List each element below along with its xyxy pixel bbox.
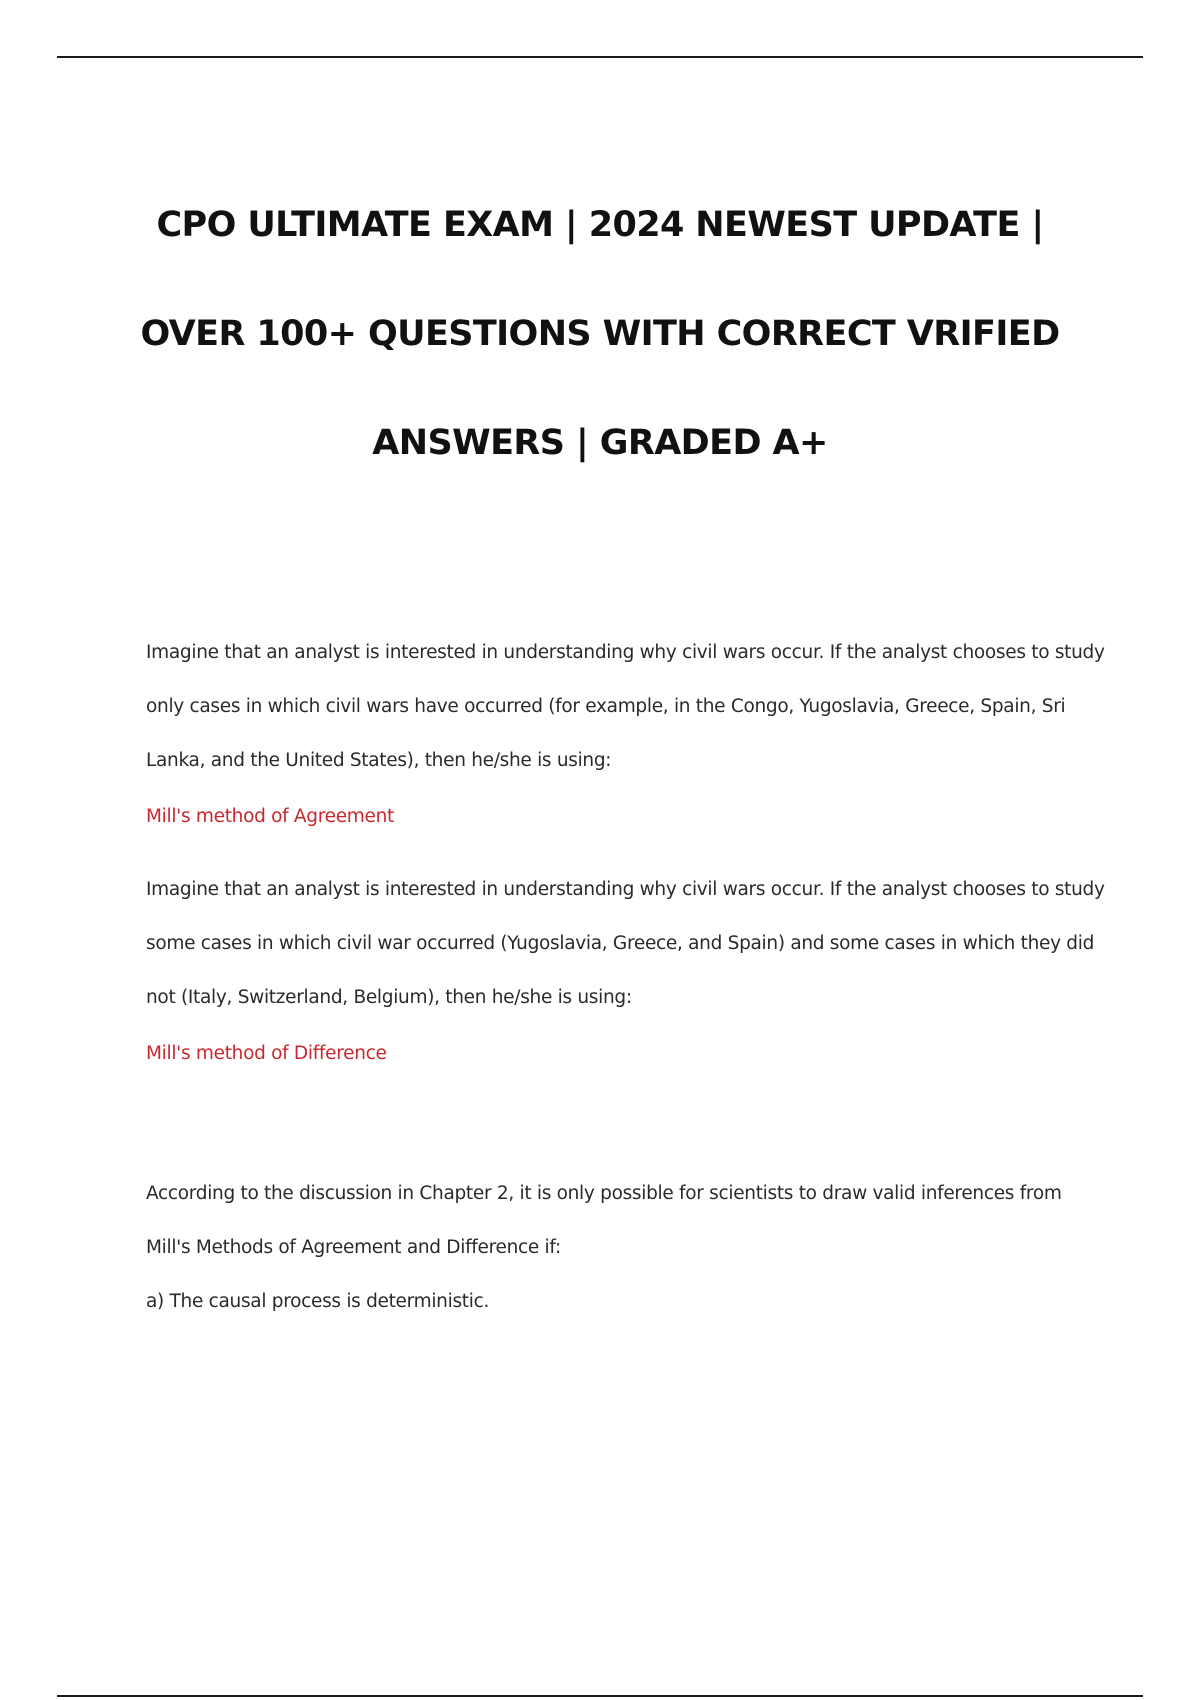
document-title <box>100 205 1100 532</box>
question-3-text: According to the discussion in Chapter 2, it is only possible for scientists to draw valid inferences from Mill's Methods of Agreement and Difference if: <box>146 1183 1062 1258</box>
title-line-2: OVER 100+ QUESTIONS WITH CORRECT VRIFIED <box>140 314 1060 354</box>
question-1-text: Imagine that an analyst is interested in understanding why civil wars occur. If the analyst chooses to study only cases in which civil wars have occurred (for example, in the Congo, Yugoslavia, Greece, Spain, Sri Lanka, and the United States), then he/she is using: <box>146 642 1105 771</box>
title-line-3: ANSWERS | GRADED A+ <box>372 423 828 463</box>
bottom-rule <box>57 1695 1143 1697</box>
question-2-text: Imagine that an analyst is interested in understanding why civil wars occur. If the analyst chooses to study some cases in which civil war occurred (Yugoslavia, Greece, and Spain) and some cases in which they did not (Italy, Switzerland, Belgium), then he/she is using: <box>146 879 1105 1008</box>
question-3-option-a: a) The causal process is deterministic. <box>146 1291 490 1312</box>
document-body <box>146 626 1106 1314</box>
question-2-answer: Mill's method of Difference <box>146 1043 387 1064</box>
top-rule <box>57 56 1143 58</box>
question-1-answer: Mill's method of Agreement <box>146 806 394 827</box>
title-line-1: CPO ULTIMATE EXAM | 2024 NEWEST UPDATE | <box>156 205 1044 245</box>
